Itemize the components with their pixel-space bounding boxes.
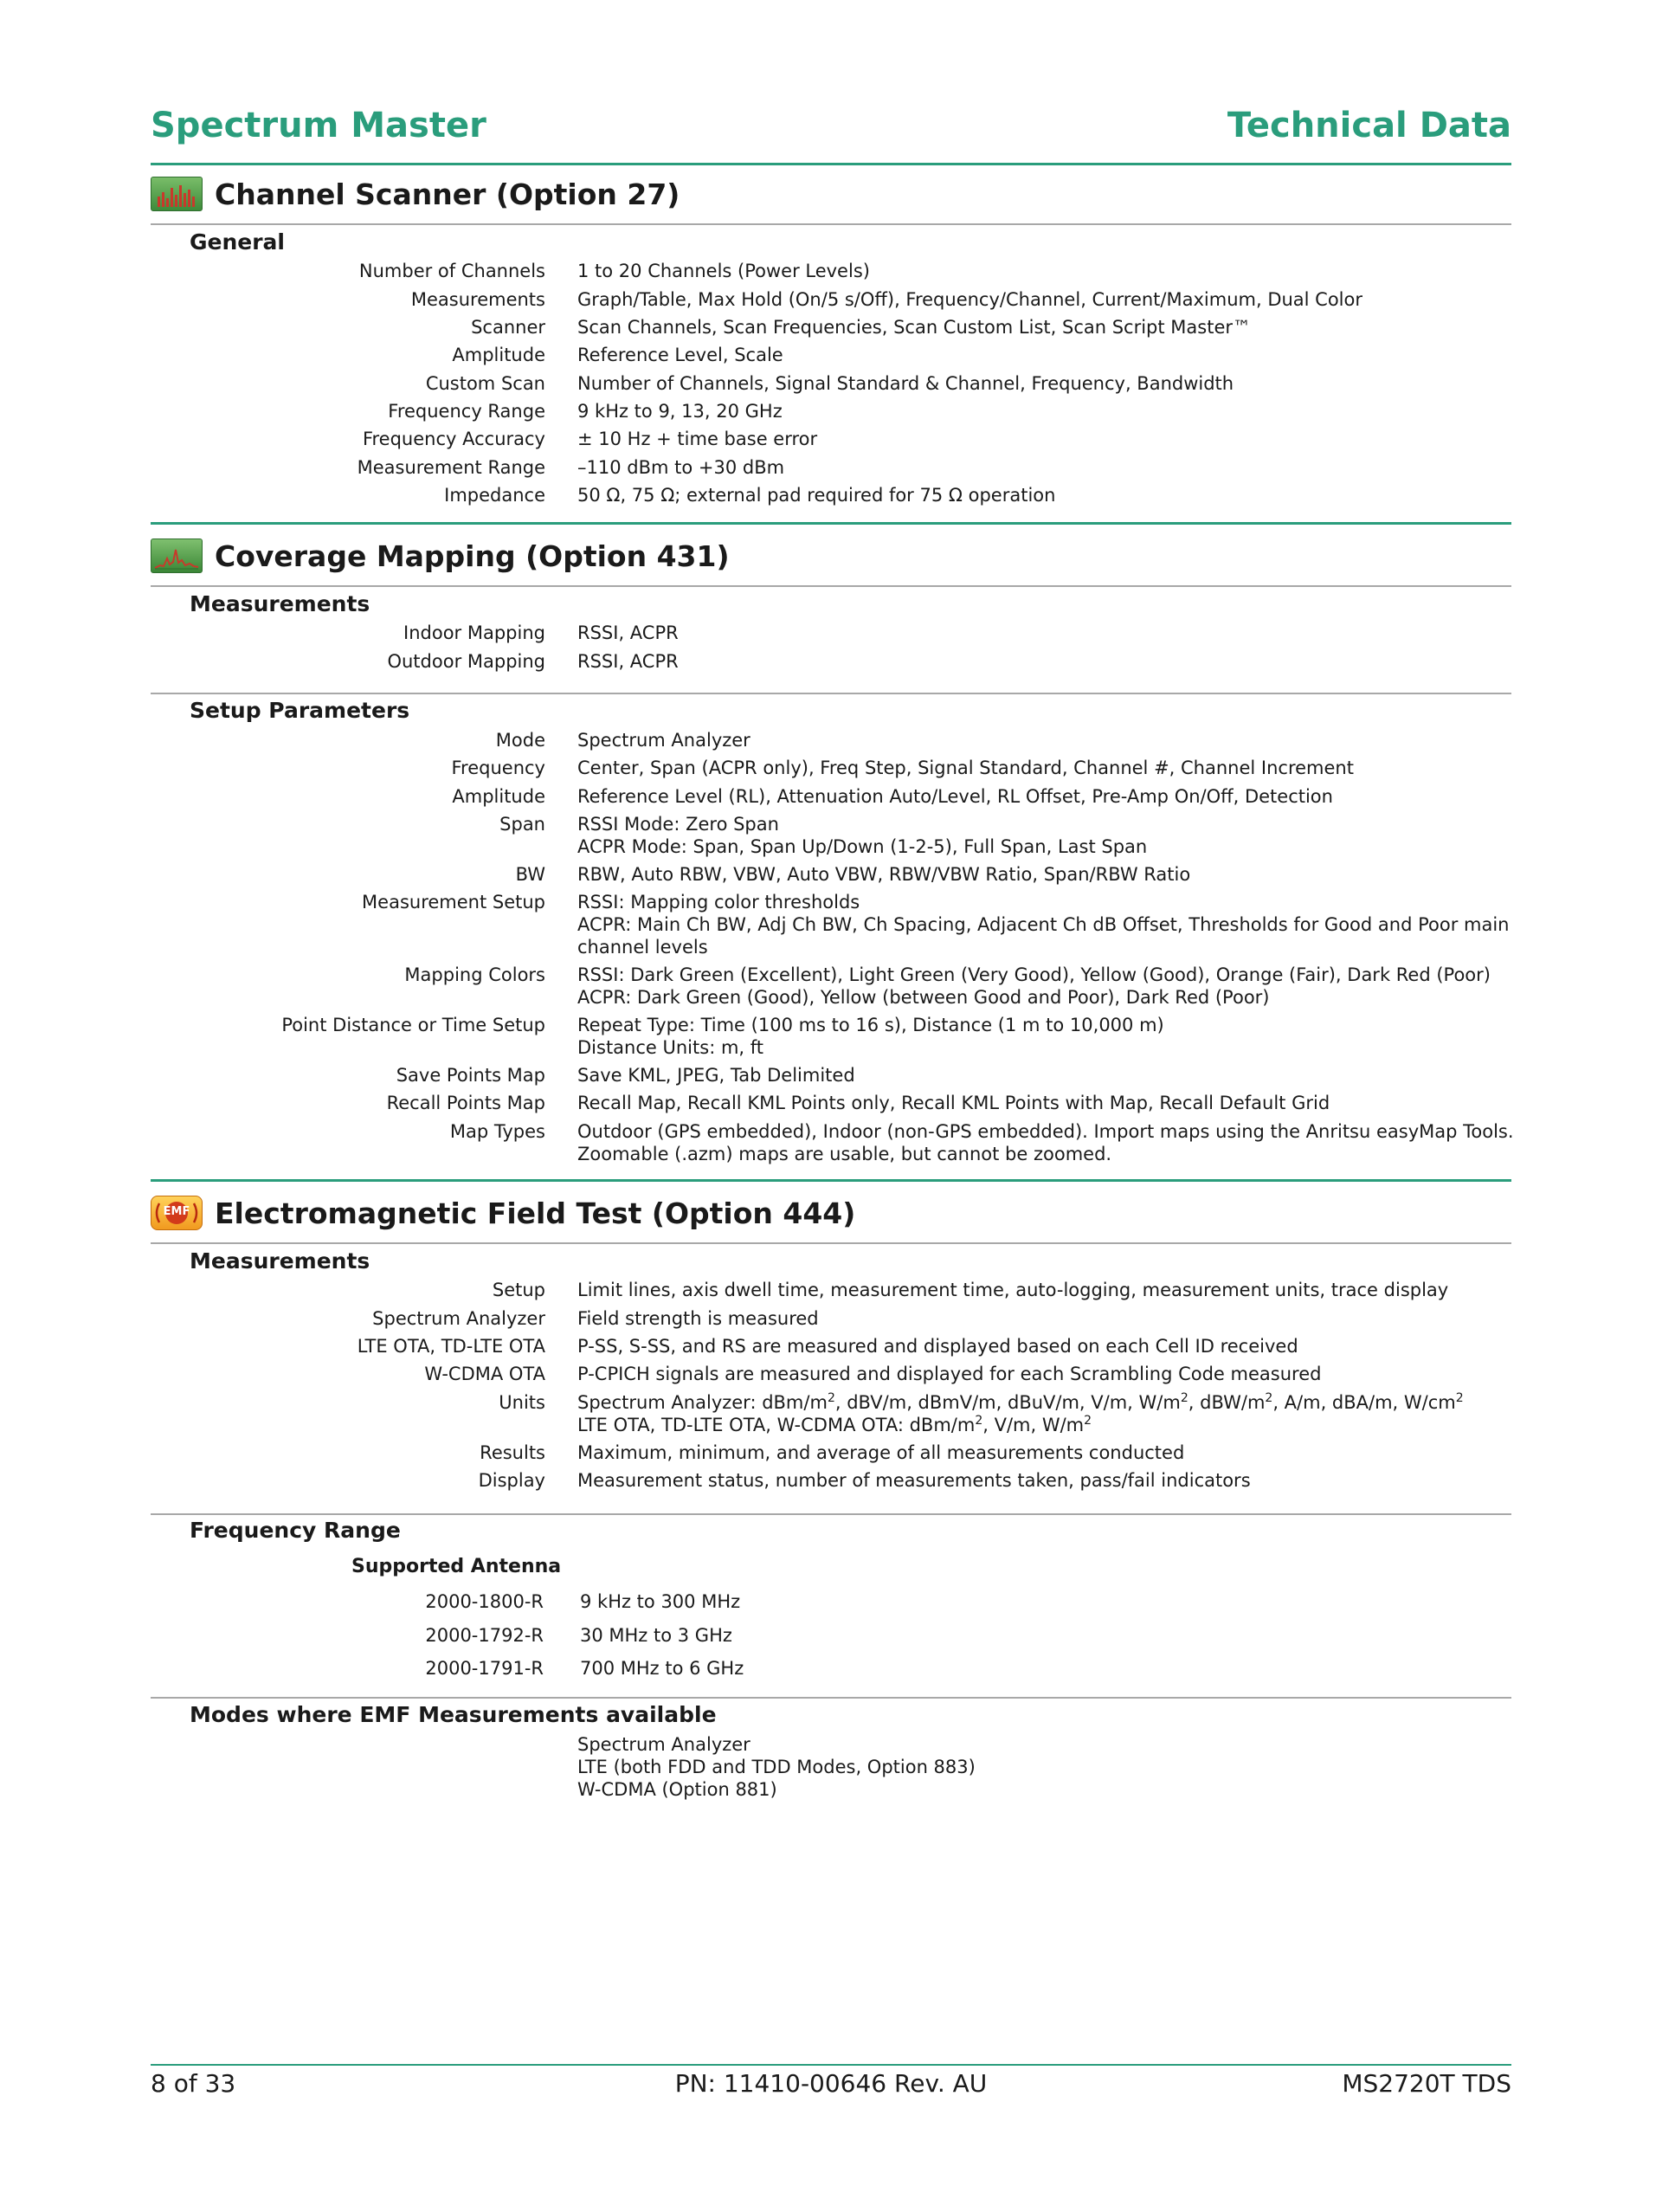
group-title-frequency-range: Frequency Range xyxy=(190,1518,401,1543)
spec-value: Number of Channels, Signal Standard & Channel, Frequency, Bandwidth xyxy=(577,373,1234,394)
section-title: Coverage Mapping (Option 431) xyxy=(215,538,730,573)
spec-value-line: Repeat Type: Time (100 ms to 16 s), Distance (1 m to 10,000 m) xyxy=(577,1015,1164,1035)
spec-value-line: ACPR Mode: Span, Span Up/Down (1-2-5), Full Span, Last Span xyxy=(577,836,1148,857)
spec-value xyxy=(577,813,1504,858)
page-header xyxy=(151,102,1511,165)
spec-label: Results xyxy=(480,1442,545,1463)
spec-value: P-CPICH signals are measured and displayed for each Scrambling Code measured xyxy=(577,1364,1322,1384)
modes-values xyxy=(577,1733,1504,1801)
antenna-model: 2000-1791-R xyxy=(425,1658,544,1679)
spec-value: Reference Level, Scale xyxy=(577,345,783,365)
spec-value-line: ACPR: Dark Green (Good), Yellow (between Good and Poor), Dark Red (Poor) xyxy=(577,987,1270,1008)
spec-value: Spectrum Analyzer xyxy=(577,730,750,751)
divider xyxy=(151,1242,1511,1244)
spec-value xyxy=(577,1120,1514,1165)
spec-value xyxy=(577,1391,1504,1436)
spec-label: Outdoor Mapping xyxy=(387,651,545,672)
spec-value: Maximum, minimum, and average of all measurements conducted xyxy=(577,1442,1185,1463)
emf-heading xyxy=(151,1192,855,1234)
spec-label: Measurement Range xyxy=(357,457,545,478)
spec-value: Field strength is measured xyxy=(577,1308,819,1329)
spec-label: Map Types xyxy=(449,1121,545,1142)
spec-value: RBW, Auto RBW, VBW, Auto VBW, RBW/VBW Ratio, Span/RBW Ratio xyxy=(577,864,1191,885)
coverage-mapping-heading xyxy=(151,535,730,577)
spec-label: BW xyxy=(515,864,545,885)
spec-value: Graph/Table, Max Hold (On/5 s/Off), Frequency/Channel, Current/Maximum, Dual Color xyxy=(577,289,1362,310)
spec-label: Measurements xyxy=(410,289,545,310)
antenna-model: 2000-1792-R xyxy=(425,1625,544,1646)
spec-value: Limit lines, axis dwell time, measurement time, auto-logging, measurement units, trace display xyxy=(577,1280,1449,1300)
group-title-measurements: Measurements xyxy=(190,1248,370,1274)
footer-divider xyxy=(151,2064,1511,2066)
spec-label: Setup xyxy=(492,1280,545,1300)
spec-label: Amplitude xyxy=(452,786,545,807)
supported-antenna-title: Supported Antenna xyxy=(351,1556,562,1577)
spec-value-line: ACPR: Main Ch BW, Adj Ch BW, Ch Spacing, Adjacent Ch dB Offset, Thresholds for Good and Poor main xyxy=(577,914,1510,935)
spec-value xyxy=(577,964,1504,1009)
spec-label: Amplitude xyxy=(452,345,545,365)
spec-label: Mode xyxy=(495,730,545,751)
divider xyxy=(151,1513,1511,1515)
spec-value xyxy=(577,1014,1504,1059)
spec-label: Frequency xyxy=(451,758,545,778)
spec-value-line: Zoomable (.azm) maps are usable, but cannot be zoomed. xyxy=(577,1144,1112,1164)
spec-value: RSSI, ACPR xyxy=(577,651,679,672)
part-number: PN: 11410-00646 Rev. AU xyxy=(674,2069,988,2098)
spec-label: W-CDMA OTA xyxy=(424,1364,545,1384)
emf-icon xyxy=(151,1196,203,1230)
spec-label: Indoor Mapping xyxy=(403,622,545,643)
spec-value: 9 kHz to 9, 13, 20 GHz xyxy=(577,401,783,422)
spec-label: LTE OTA, TD-LTE OTA xyxy=(357,1336,545,1357)
spec-value xyxy=(577,891,1510,958)
doc-section-title: Technical Data xyxy=(1227,106,1511,145)
spec-value: Reference Level (RL), Attenuation Auto/Level, RL Offset, Pre-Amp On/Off, Detection xyxy=(577,786,1333,807)
section-divider xyxy=(151,1179,1511,1182)
spec-value: RSSI, ACPR xyxy=(577,622,679,643)
channel-scanner-icon xyxy=(151,177,203,211)
spec-label: Number of Channels xyxy=(358,261,545,281)
spec-value-line: RSSI Mode: Zero Span xyxy=(577,814,779,835)
channel-scanner-heading xyxy=(151,173,680,215)
spec-label: Frequency Accuracy xyxy=(362,429,545,449)
spec-label: Units xyxy=(499,1392,545,1413)
spec-value-line: Distance Units: m, ft xyxy=(577,1037,764,1058)
spec-value: P-SS, S-SS, and RS are measured and displayed based on each Cell ID received xyxy=(577,1336,1298,1357)
mode-item: W-CDMA (Option 881) xyxy=(577,1779,777,1800)
group-title-setup-parameters: Setup Parameters xyxy=(190,698,410,723)
page-number: 8 of 33 xyxy=(151,2069,236,2098)
page xyxy=(151,0,1514,2212)
spec-value-line: Outdoor (GPS embedded), Indoor (non-GPS embedded). Import maps using the Anritsu easyMap Tools. xyxy=(577,1121,1514,1142)
group-title-modes: Modes where EMF Measurements available xyxy=(190,1702,717,1727)
doc-title: Spectrum Master xyxy=(151,106,486,145)
section-divider xyxy=(151,522,1511,525)
antenna-range: 700 MHz to 6 GHz xyxy=(580,1658,744,1679)
spec-label: Impedance xyxy=(444,485,545,506)
group-title-general: General xyxy=(190,229,285,255)
spec-label: Mapping Colors xyxy=(404,964,545,985)
spec-value: Measurement status, number of measurements taken, pass/fail indicators xyxy=(577,1470,1251,1491)
units-spectrum-analyzer: Spectrum Analyzer: dBm/$m^2$, dBV/m, dBmV/m, dBuV/m, V/m, $W/m^2$, dBW/$m^2$, A/m, dBA/m, $W/cm^2$ xyxy=(577,1391,1464,1413)
divider xyxy=(151,693,1511,694)
mode-item: LTE (both FDD and TDD Modes, Option 883) xyxy=(577,1757,976,1777)
antenna-range: 9 kHz to 300 MHz xyxy=(580,1591,741,1612)
group-title-measurements: Measurements xyxy=(190,591,370,616)
antenna-model: 2000-1800-R xyxy=(425,1591,544,1612)
spec-label: Scanner xyxy=(471,317,545,338)
units-lte-wcdma: LTE OTA, TD-LTE OTA, W-CDMA OTA: dBm/$m^2$, V/m, $W/m^2$ xyxy=(577,1414,1092,1435)
spec-label: Custom Scan xyxy=(425,373,545,394)
spec-label: Point Distance or Time Setup xyxy=(281,1015,545,1035)
divider xyxy=(151,585,1511,587)
mode-item: Spectrum Analyzer xyxy=(577,1734,750,1755)
spec-value: Center, Span (ACPR only), Freq Step, Signal Standard, Channel #, Channel Increment xyxy=(577,758,1354,778)
spec-label: Save Points Map xyxy=(396,1065,545,1086)
spec-value: Recall Map, Recall KML Points only, Recall KML Points with Map, Recall Default Grid xyxy=(577,1093,1330,1113)
antenna-range: 30 MHz to 3 GHz xyxy=(580,1625,732,1646)
divider xyxy=(151,1697,1511,1699)
spec-value: ± 10 Hz + time base error xyxy=(577,429,818,449)
divider xyxy=(151,223,1511,225)
spec-value: 50 Ω, 75 Ω; external pad required for 75 Ω operation xyxy=(577,485,1056,506)
section-title: Channel Scanner (Option 27) xyxy=(215,177,680,211)
spec-value-line: channel levels xyxy=(577,937,708,958)
emf-icon-text: EMF xyxy=(163,1205,190,1218)
spec-label: Frequency Range xyxy=(388,401,545,422)
spec-value: –110 dBm to +30 dBm xyxy=(577,457,785,478)
spec-label: Spectrum Analyzer xyxy=(372,1308,545,1329)
spec-label: Span xyxy=(499,814,545,835)
coverage-mapping-icon xyxy=(151,538,203,573)
spec-value-line: RSSI: Mapping color thresholds xyxy=(577,892,860,913)
section-title: Electromagnetic Field Test (Option 444) xyxy=(215,1196,856,1230)
spec-value: 1 to 20 Channels (Power Levels) xyxy=(577,261,870,281)
spec-value-line: RSSI: Dark Green (Excellent), Light Green (Very Good), Yellow (Good), Orange (Fair), Dark Red (Poor) xyxy=(577,964,1491,985)
spec-value: Scan Channels, Scan Frequencies, Scan Custom List, Scan Script Master™ xyxy=(577,317,1252,338)
spec-label: Recall Points Map xyxy=(386,1093,545,1113)
spec-value: Save KML, JPEG, Tab Delimited xyxy=(577,1065,855,1086)
spec-label: Display xyxy=(478,1470,545,1491)
doc-id: MS2720T TDS xyxy=(1342,2069,1511,2098)
spec-label: Measurement Setup xyxy=(362,892,545,913)
